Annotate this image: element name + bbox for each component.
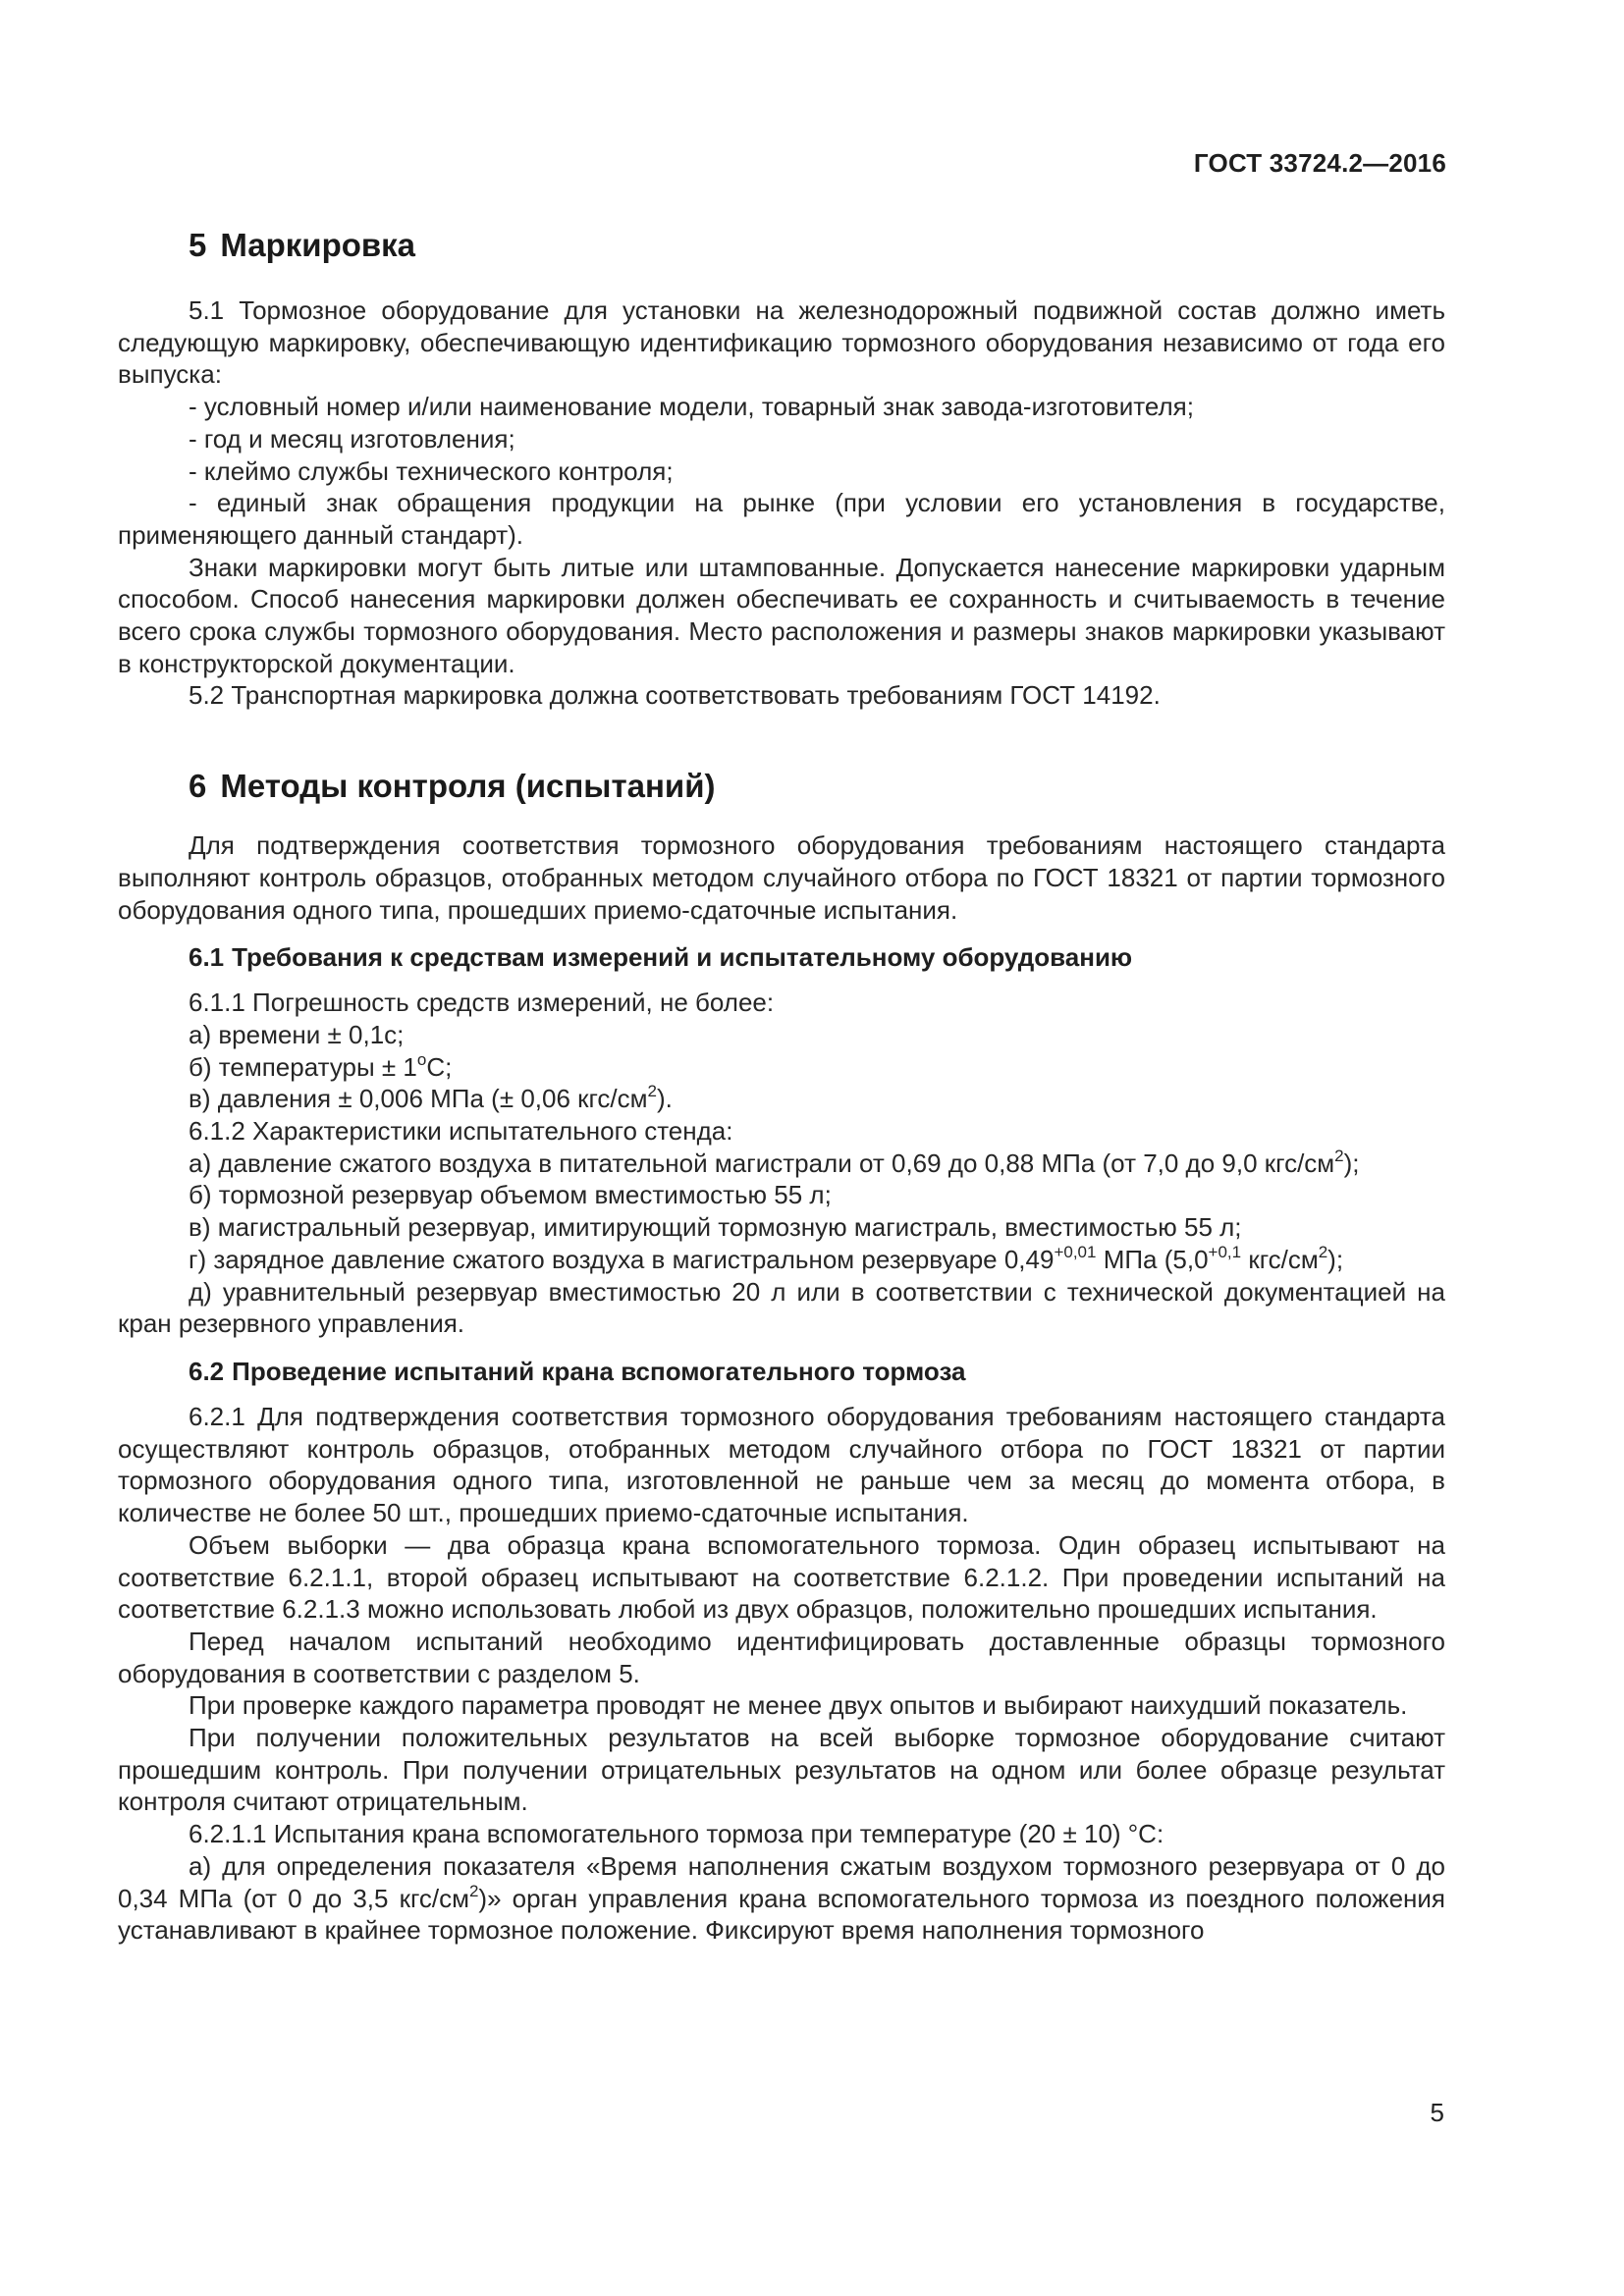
- superscript: 2: [1318, 1242, 1328, 1261]
- text-run: С;: [426, 1051, 453, 1082]
- list-item: - условный номер и/или наименование модели, товарный знак завода-изготовителя;: [189, 392, 1194, 422]
- list-item: б) тормозной резервуар объемом вместимостью 55 л;: [189, 1180, 832, 1210]
- list-item: [118, 1051, 1445, 1084]
- document-header-id: ГОСТ 33724.2—2016: [1193, 148, 1446, 178]
- superscript: о: [416, 1049, 427, 1069]
- list-item: - единый знак обращения продукции на рынке (при условии его установления в государстве, применяющего данный стандарт).: [118, 488, 1445, 550]
- paragraph-6-2-1-1: 6.2.1.1 Испытания крана вспомогательного тормоза при температуре (20 ± 10) °С:: [189, 1819, 1164, 1849]
- text-run: МПа (5,0: [1096, 1244, 1209, 1274]
- section-6-heading: [118, 763, 1445, 810]
- paragraph-6-1-1: 6.1.1 Погрешность средств измерений, не более:: [189, 988, 775, 1018]
- text-run: кгс/см: [1241, 1244, 1319, 1274]
- paragraph: Перед началом испытаний необходимо идентифицировать доставленные образцы тормозного оборудования в соответствии с разделом 5.: [118, 1626, 1445, 1688]
- list-item: [118, 1850, 1445, 1947]
- text-run: в) давления ± 0,006 МПа (± 0,06 кгс/см: [189, 1084, 648, 1114]
- text-run: г) зарядное давление сжатого воздуха в магистральном резервуаре 0,49: [189, 1244, 1055, 1274]
- section-title: Маркировка: [220, 227, 416, 263]
- text-run: а) давление сжатого воздуха в питательной магистрали от 0,69 до 0,88 МПа (от 7,0 до 9,0 кгс/см: [189, 1148, 1335, 1178]
- paragraph-intro: Для подтверждения соответствия тормозного оборудования требованиям настоящего стандарта выполняют контроль образцов, отобранных методом случайного отбора по ГОСТ 18321 от партии тормозного оборудования одного типа, прошедших приемо-сдаточные испытания.: [118, 830, 1445, 925]
- subsection-6-2-heading: [118, 1354, 1445, 1389]
- section-5-heading: [118, 222, 1445, 269]
- section-number: 5: [189, 227, 207, 263]
- section-title: Методы контроля (испытаний): [220, 768, 716, 805]
- subsection-6-1-heading: [118, 939, 1445, 975]
- paragraph-5-2: 5.2 Транспортная маркировка должна соответствовать требованиям ГОСТ 14192.: [189, 680, 1161, 711]
- list-item: в) магистральный резервуар, имитирующий тормозную магистраль, вместимостью 55 л;: [189, 1212, 1242, 1243]
- superscript: 2: [1334, 1146, 1344, 1165]
- paragraph: Объем выборки — два образца крана вспомогательного тормоза. Один образец испытывают на соответствие 6.2.1.1, второй образец испытывают на соответствие 6.2.1.2. При проведении испытаний на соответствие 6.2.1.3 можно использовать любой из двух образцов, положительно прошедших испытания.: [118, 1529, 1445, 1625]
- superscript: +0,01: [1054, 1242, 1097, 1261]
- subsection-number: 6.2: [189, 1356, 225, 1386]
- paragraph: Знаки маркировки могут быть литые или штампованные. Допускается нанесение маркировки ударным способом. Способ нанесения маркировки должен обеспечивать ее сохранность и считываемость в течение всего срока службы тормозного оборудования. Место расположения и размеры знаков маркировки указывают в конструкторской документации.: [118, 552, 1445, 678]
- list-item: [118, 1148, 1445, 1180]
- superscript: +0,1: [1208, 1242, 1242, 1261]
- subsection-title: Проведение испытаний крана вспомогательного тормоза: [232, 1356, 966, 1386]
- list-item: а) времени ± 0,1с;: [189, 1019, 405, 1049]
- subsection-number: 6.1: [189, 942, 225, 973]
- text-run: );: [1343, 1148, 1360, 1178]
- list-item: [118, 1083, 1445, 1115]
- section-number: 6: [189, 768, 207, 805]
- list-item: - клеймо службы технического контроля;: [189, 455, 674, 486]
- paragraph: При получении положительных результатов на всей выборке тормозное оборудование считают прошедшим контроль. При получении отрицательных результатов на одном или более образце результат контроля считают отрицательным.: [118, 1723, 1445, 1817]
- text-run: );: [1327, 1244, 1344, 1274]
- text-run: ).: [657, 1084, 673, 1114]
- paragraph-5-1: 5.1 Тормозное оборудование для установки на железнодорожный подвижной состав должно иметь следующую маркировку, обеспечивающую идентификацию тормозного оборудования независимо от года его выпуска:: [118, 295, 1445, 390]
- list-item: [118, 1244, 1445, 1276]
- page-number: 5: [1430, 2098, 1444, 2127]
- superscript: 2: [647, 1082, 657, 1101]
- subsection-title: Требования к средствам измерений и испытательному оборудованию: [232, 942, 1133, 973]
- text-run: )» орган управления крана вспомогательного тормоза из поездного положения устанавливают в крайнее тормозное положение. Фиксируют время наполнения тормозного: [118, 1883, 1446, 1946]
- list-item: д) уравнительный резервуар вместимостью 20 л или в соответствии с технической документацией на кран резервного управления.: [118, 1276, 1445, 1339]
- paragraph-6-2-1: 6.2.1 Для подтверждения соответствия тормозного оборудования требованиям настоящего стандарта осуществляют контроль образцов, отобранных методом случайного отбора по ГОСТ 18321 от партии тормозного оборудования одного типа, изготовленной не раньше чем за месяц до момента отбора, в количестве не более 50 шт., прошедших приемо-сдаточные испытания.: [118, 1401, 1445, 1528]
- paragraph: При проверке каждого параметра проводят не менее двух опытов и выбирают наихудший показатель.: [189, 1690, 1408, 1721]
- list-item: - год и месяц изготовления;: [189, 423, 515, 454]
- superscript: 2: [468, 1881, 479, 1900]
- text-run: а) для определения показателя «Время наполнения сжатым воздухом тормозного резервуара от 0 до 0,34 МПа (от 0 до 3,5 кгс/см: [118, 1850, 1445, 1913]
- text-run: б) температуры ± 1: [189, 1051, 417, 1082]
- paragraph-6-1-2: 6.1.2 Характеристики испытательного стенда:: [189, 1116, 733, 1147]
- page-content: [118, 222, 1445, 1947]
